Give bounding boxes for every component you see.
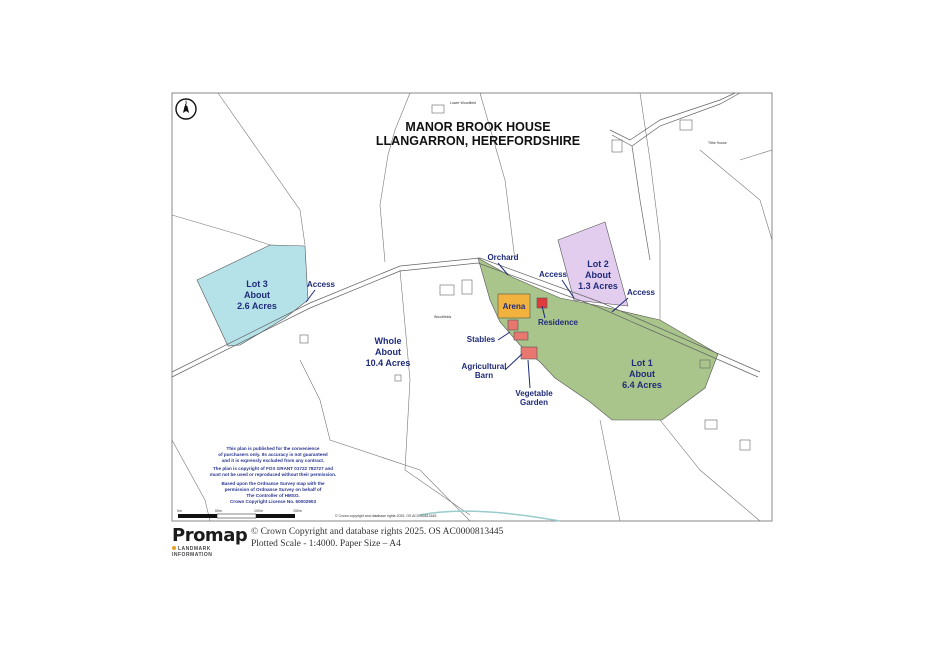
lot-2-about: About [585,270,611,280]
residence-label: Residence [537,318,579,327]
lot-1-about: About [629,369,655,379]
map-title-line2: LLANGARRON, HEREFORDSHIRE [375,134,581,148]
barn-label: Barn [474,371,494,380]
stables-label: Stables [466,335,496,344]
place-woodfields: Woodfields [434,315,452,319]
svg-text:0m: 0m [177,509,182,513]
svg-text:of purchasers only. Its accura: of purchasers only. Its accuracy is not guaranteed [218,452,328,457]
map-title-line1: MANOR BROOK HOUSE [405,120,551,134]
footer-scale: Plotted Scale - 1:4000. Paper Size – A4 [251,539,401,549]
svg-text:Based upon the Ordnance Survey: Based upon the Ordnance Survey map with the [221,481,325,486]
north-label: N [183,102,189,108]
garden-label: Vegetable [515,389,553,398]
footer-copyright: © Crown Copyright and database rights 2025. OS AC0000813445 [251,527,504,537]
stables-building [508,320,518,330]
barn-label: Agricultural [461,362,507,371]
svg-text:150m: 150m [293,509,302,513]
svg-text:and it is expressly excluded f: and it is expressly excluded from any contract. [221,458,325,463]
lot-2-name: Lot 2 [587,259,609,269]
access-label: Access [306,280,336,289]
arena-label: Arena [502,302,526,311]
stables-building [514,332,528,340]
whole-name: Whole [374,336,402,346]
svg-text:The plan is copyright of FOX G: The plan is copyright of FOX GRANT 01722 782727 and [212,466,334,471]
lot-1-name: Lot 1 [631,358,653,368]
place-tithe-house: Tithe House [708,141,727,145]
access-label: Access [538,270,568,279]
whole-about: About [375,347,401,357]
svg-text:50m: 50m [215,509,222,513]
access-label: Access [626,288,656,297]
map-copyright: © Crown copyright and database rights 2025. OS AC0000813445 [335,514,437,518]
lot-3-about: About [244,290,270,300]
place-lower-woodfield: Lower Woodfield [450,101,477,105]
promap-logo: Promap LANDMARK INFORMATION [172,525,248,558]
whole-area: 10.4 Acres [365,358,411,368]
svg-text:permission of Ordnance Survey: permission of Ordnance Survey on behalf of [224,487,322,492]
svg-text:Crown Copyright Licence No. 60: Crown Copyright Licence No. 60002903 [229,499,317,504]
svg-text:100m: 100m [254,509,263,513]
lot-3-area-label: 2.6 Acres [237,301,277,311]
svg-text:This plan is published for the: This plan is published for the convenience [226,446,320,451]
lot-3-name: Lot 3 [246,279,268,289]
footer [172,526,503,558]
orchard-label: Orchard [487,253,519,262]
svg-text:must not be used or reproduced: must not be used or reproduced without their permission. [209,472,337,477]
lot-2-area-label: 1.3 Acres [578,281,618,291]
svg-text:The Controller of HMSO.: The Controller of HMSO. [246,493,300,498]
lot-1-area-label: 6.4 Acres [622,380,662,390]
barn-building [521,347,537,359]
garden-label: Garden [519,398,549,407]
